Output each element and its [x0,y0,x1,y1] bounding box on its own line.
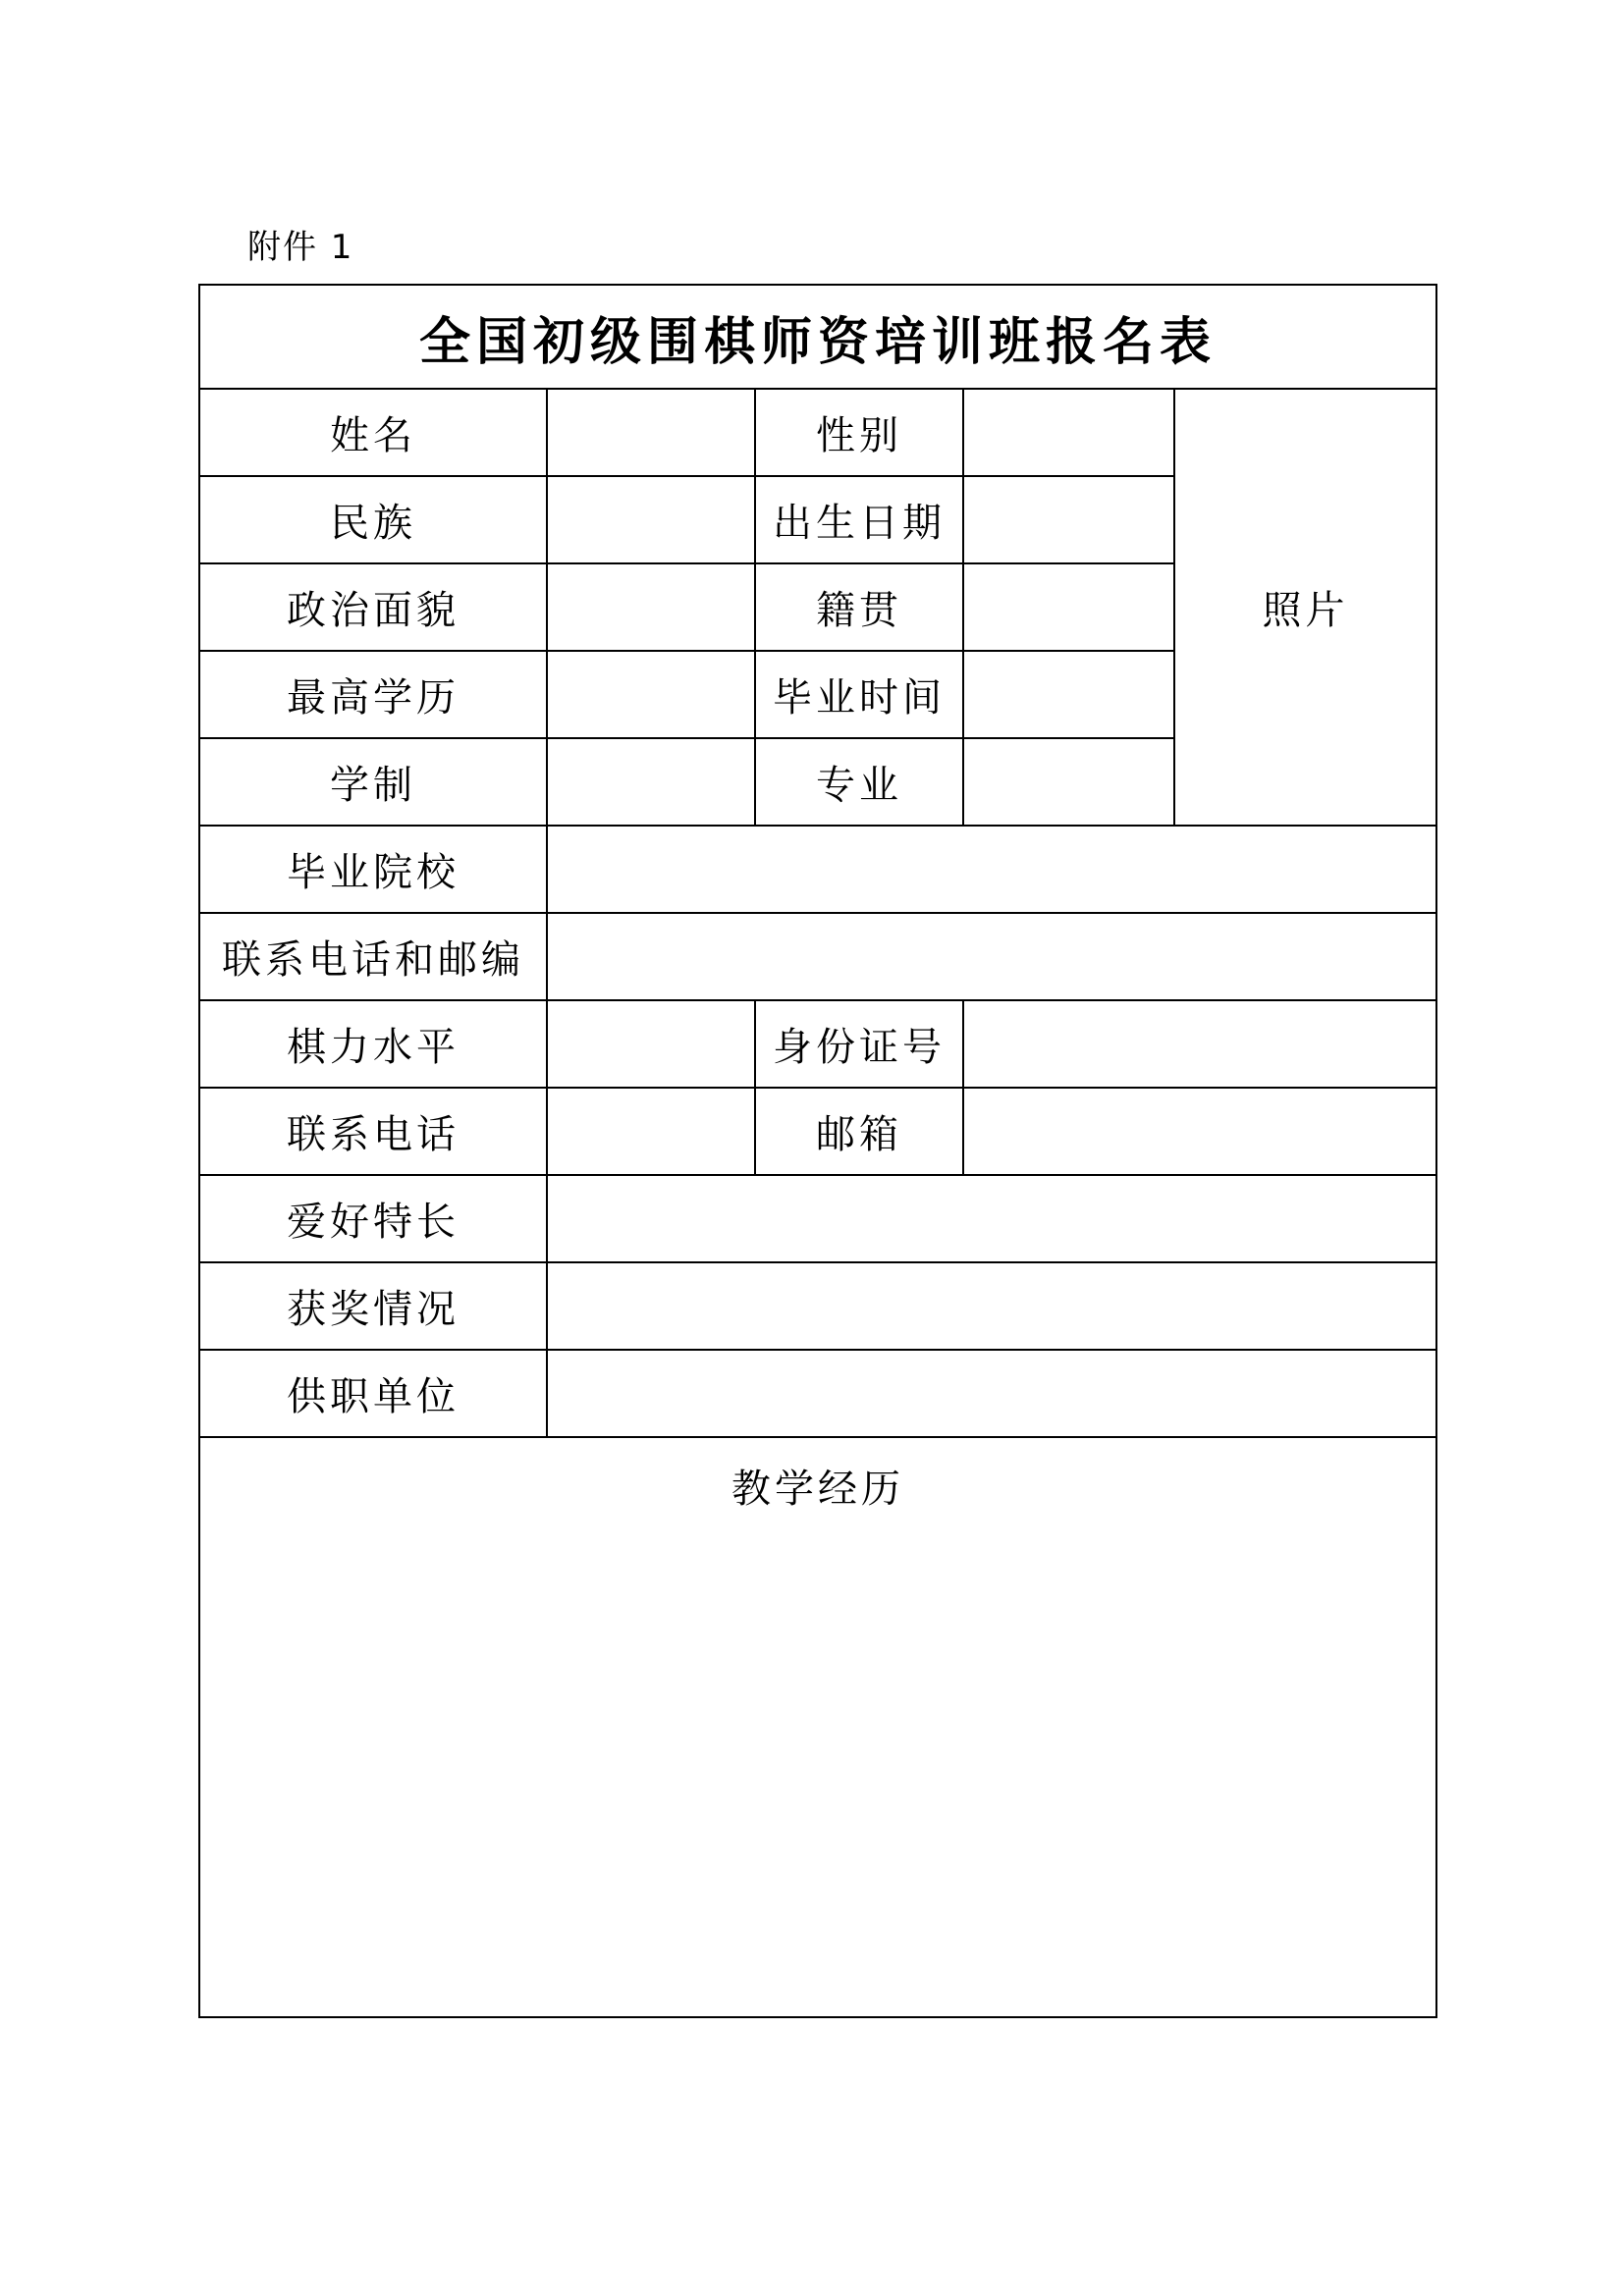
field-major[interactable] [963,738,1174,826]
label-native-place: 籍贯 [755,563,963,651]
registration-form [198,284,1437,2018]
attachment-label: 附件 1 [247,228,354,267]
label-ethnicity: 民族 [199,476,547,563]
label-graduate-school: 毕业院校 [199,826,547,913]
field-graduate-school[interactable] [547,826,1436,913]
label-name: 姓名 [199,389,547,476]
field-email[interactable] [963,1088,1436,1175]
field-birth-date[interactable] [963,476,1174,563]
field-graduation-time[interactable] [963,651,1174,738]
label-teaching-experience: 教学经历 [731,1467,905,1512]
label-gender: 性别 [755,389,963,476]
field-native-place[interactable] [963,563,1174,651]
label-awards: 获奖情况 [199,1262,547,1350]
field-phone-and-postcode[interactable] [547,913,1436,1000]
field-teaching-experience[interactable] [199,1437,1436,2017]
field-phone[interactable] [547,1088,755,1175]
field-political-status[interactable] [547,563,755,651]
label-birth-date: 出生日期 [755,476,963,563]
label-email: 邮箱 [755,1088,963,1175]
label-major: 专业 [755,738,963,826]
label-phone-and-postcode: 联系电话和邮编 [199,913,547,1000]
field-id-number[interactable] [963,1000,1436,1088]
label-phone: 联系电话 [199,1088,547,1175]
label-political-status: 政治面貌 [199,563,547,651]
label-hobbies: 爱好特长 [199,1175,547,1262]
field-name[interactable] [547,389,755,476]
label-graduation-time: 毕业时间 [755,651,963,738]
form-title: 全国初级围棋师资培训班报名表 [199,285,1436,389]
label-employer: 供职单位 [199,1350,547,1437]
photo-box[interactable]: 照片 [1174,389,1436,826]
field-ethnicity[interactable] [547,476,755,563]
field-gender[interactable] [963,389,1174,476]
label-go-level: 棋力水平 [199,1000,547,1088]
field-schooling-length[interactable] [547,738,755,826]
label-schooling-length: 学制 [199,738,547,826]
field-highest-education[interactable] [547,651,755,738]
field-awards[interactable] [547,1262,1436,1350]
label-id-number: 身份证号 [755,1000,963,1088]
field-hobbies[interactable] [547,1175,1436,1262]
field-employer[interactable] [547,1350,1436,1437]
field-go-level[interactable] [547,1000,755,1088]
label-highest-education: 最高学历 [199,651,547,738]
